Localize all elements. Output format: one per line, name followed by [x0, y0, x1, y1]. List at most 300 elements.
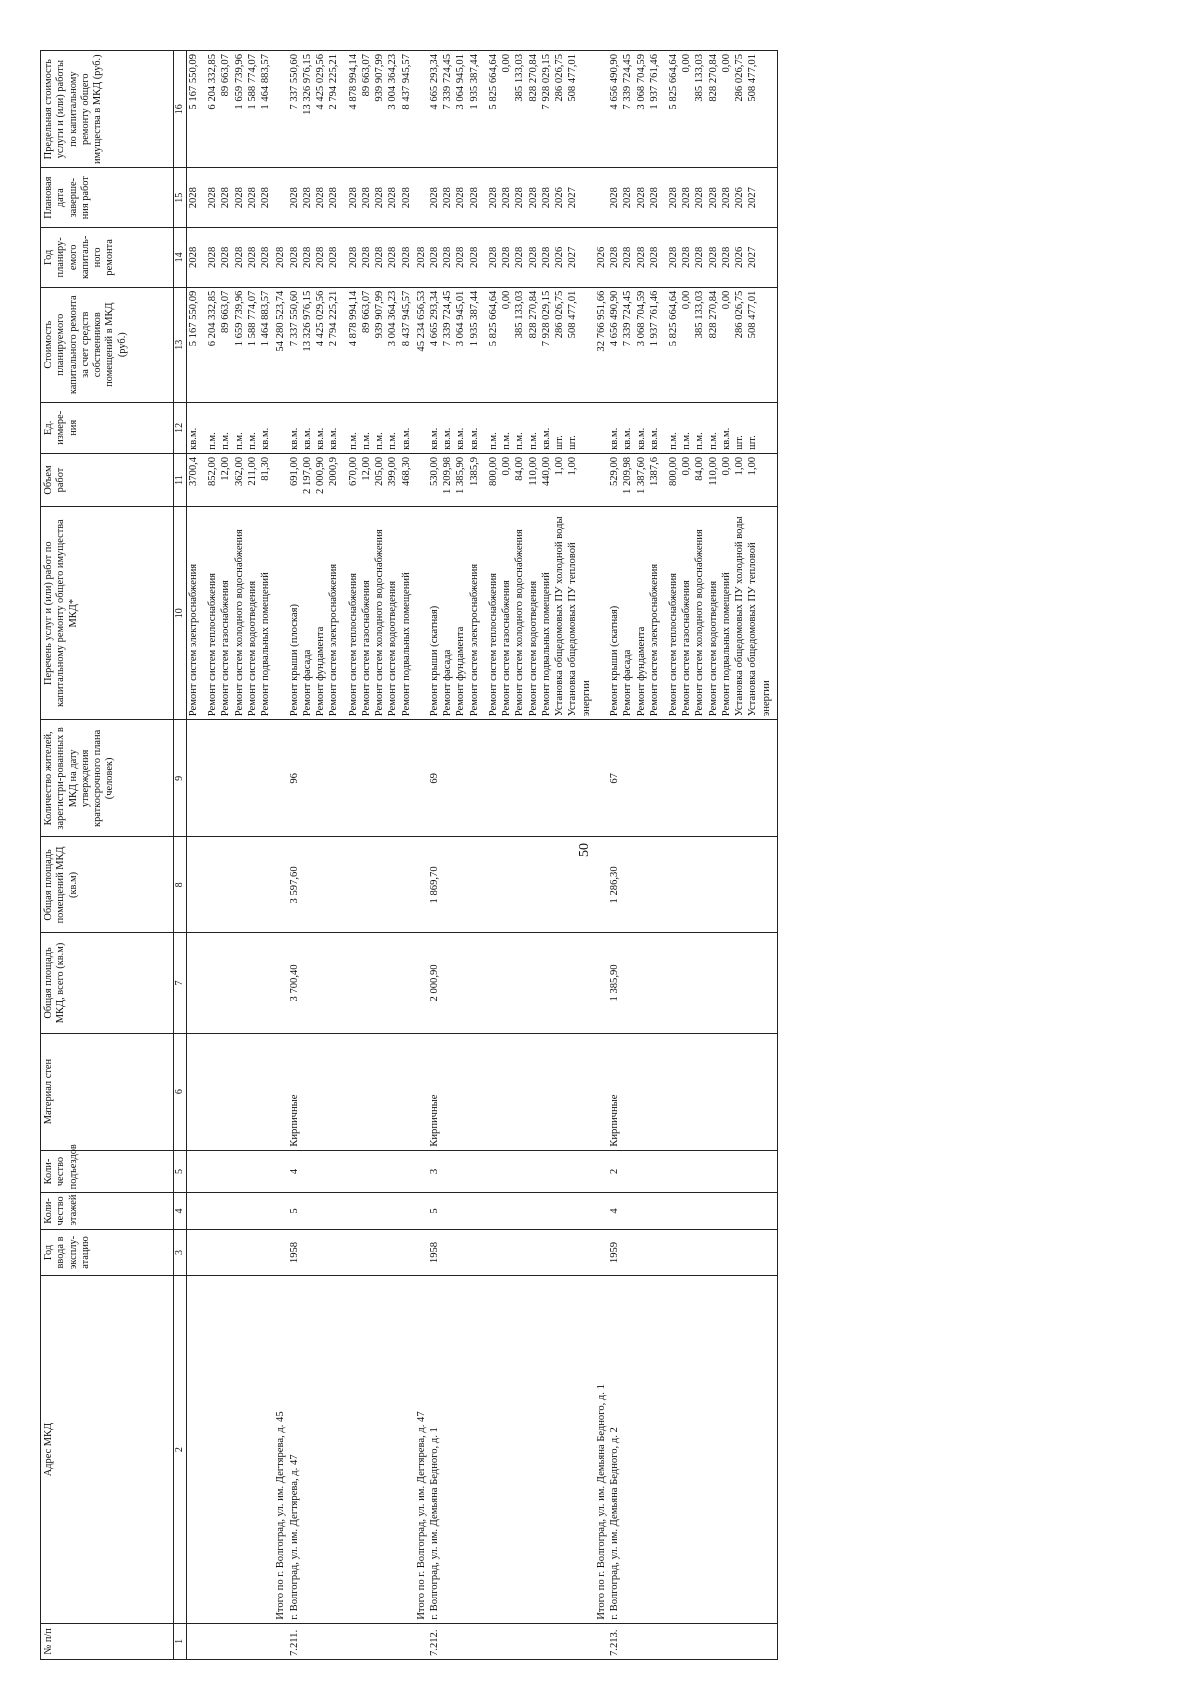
- unit-cell: п.м.: [360, 402, 373, 453]
- address-cell: [621, 1276, 634, 1623]
- address-cell: [513, 1276, 526, 1623]
- unit-cell: [593, 402, 608, 453]
- premises-area-cell: [233, 837, 246, 933]
- entrances-cell: [566, 1150, 592, 1193]
- unit-cell: п.м.: [347, 402, 360, 453]
- year-built-cell: [693, 1229, 706, 1276]
- floors-cell: [187, 1193, 201, 1229]
- max-cost-cell: 0,00: [720, 51, 733, 168]
- address-cell: Итого по г. Волгоград, ул. им. Дегтярева, д. 47: [413, 1276, 428, 1623]
- bottom-border-cell: [773, 228, 778, 288]
- completion-date-cell: 2028: [233, 168, 246, 228]
- table-row: [667, 51, 680, 1660]
- wall-material-cell: [566, 1033, 592, 1150]
- plan-year-cell: 2028: [428, 228, 441, 288]
- residents-cell: [648, 720, 661, 837]
- address-cell: [527, 1276, 540, 1623]
- entrances-cell: [693, 1150, 706, 1193]
- entrances-cell: [468, 1150, 481, 1193]
- bottom-border-cell: [773, 453, 778, 506]
- row-number: [373, 1623, 386, 1659]
- bottom-border-cell: [773, 287, 778, 402]
- address-cell: [468, 1276, 481, 1623]
- wall-material-cell: [233, 1033, 246, 1150]
- entrances-cell: [733, 1150, 746, 1193]
- floors-cell: [347, 1193, 360, 1229]
- year-built-cell: [246, 1229, 259, 1276]
- row-number: [693, 1623, 706, 1659]
- address-cell: [733, 1276, 746, 1623]
- wall-material-cell: [733, 1033, 746, 1150]
- floors-cell: [206, 1193, 219, 1229]
- year-built-cell: [259, 1229, 272, 1276]
- row-number: [301, 1623, 314, 1659]
- residents-cell: [680, 720, 693, 837]
- plan-year-cell: 2028: [648, 228, 661, 288]
- cost-cell: 1 935 387,44: [468, 287, 481, 402]
- year-built-cell: [648, 1229, 661, 1276]
- row-number: [233, 1623, 246, 1659]
- max-cost-cell: 1 659 739,96: [233, 51, 246, 168]
- completion-date-cell: 2028: [187, 168, 201, 228]
- work-volume-cell: 800,00: [667, 453, 680, 506]
- max-cost-cell: 828 270,84: [707, 51, 720, 168]
- row-number: [540, 1623, 553, 1659]
- column-number: 10: [174, 507, 187, 720]
- plan-year-cell: 2028: [259, 228, 272, 288]
- work-volume-cell: 2 197,00: [301, 453, 314, 506]
- cost-cell: 5 825 664,64: [667, 287, 680, 402]
- entrances-cell: [413, 1150, 428, 1193]
- row-number: [441, 1623, 454, 1659]
- work-name-cell: Установка общедомовых ПУ тепловой энергии: [566, 507, 592, 720]
- wall-material-cell: [500, 1033, 513, 1150]
- entrances-cell: [680, 1150, 693, 1193]
- table-row: [720, 51, 733, 1660]
- completion-date-cell: 2027: [746, 168, 772, 228]
- cost-cell: 1 937 761,46: [648, 287, 661, 402]
- max-cost-cell: 1 937 761,46: [648, 51, 661, 168]
- table-row: [500, 51, 513, 1660]
- wall-material-cell: [527, 1033, 540, 1150]
- wall-material-cell: [246, 1033, 259, 1150]
- total-area-cell: [373, 933, 386, 1033]
- work-volume-cell: 399,00: [386, 453, 399, 506]
- work-volume-cell: 440,00: [540, 453, 553, 506]
- work-name-cell: Ремонт систем электроснабжения: [648, 507, 661, 720]
- year-built-cell: [487, 1229, 500, 1276]
- floors-cell: [667, 1193, 680, 1229]
- plan-year-cell: 2027: [746, 228, 772, 288]
- header-cell: Стоимость планируемого капитального ремонта за счет средств собственников помещений в МКД (руб.): [41, 287, 174, 402]
- table-row: [553, 51, 566, 1660]
- header-cell: Плановая дата заверше-ния работ: [41, 168, 174, 228]
- plan-year-cell: 2028: [720, 228, 733, 288]
- unit-cell: кв.м.: [720, 402, 733, 453]
- floors-cell: [487, 1193, 500, 1229]
- max-cost-cell: 5 167 550,09: [187, 51, 201, 168]
- work-volume-cell: 2000,9: [327, 453, 340, 506]
- max-cost-cell: 89 663,07: [219, 51, 232, 168]
- floors-cell: [301, 1193, 314, 1229]
- row-number: [272, 1623, 287, 1659]
- work-name-cell: Ремонт систем водоотведения: [386, 507, 399, 720]
- cost-cell: 5 167 550,09: [187, 287, 201, 402]
- header-cell: Материал стен: [41, 1033, 174, 1150]
- floors-cell: [680, 1193, 693, 1229]
- row-number: [400, 1623, 413, 1659]
- completion-date-cell: 2026: [553, 168, 566, 228]
- work-name-cell: Ремонт подвальных помещений: [400, 507, 413, 720]
- work-name-cell: Ремонт фасада: [301, 507, 314, 720]
- work-volume-cell: 529,00: [608, 453, 621, 506]
- address-cell: [259, 1276, 272, 1623]
- residents-cell: [487, 720, 500, 837]
- total-area-cell: [593, 933, 608, 1033]
- bottom-border-cell: [773, 720, 778, 837]
- total-area-cell: [527, 933, 540, 1033]
- address-cell: [219, 1276, 232, 1623]
- entrances-cell: [259, 1150, 272, 1193]
- wall-material-cell: [413, 1033, 428, 1150]
- wall-material-cell: [272, 1033, 287, 1150]
- premises-area-cell: [360, 837, 373, 933]
- max-cost-cell: 2 794 225,21: [327, 51, 340, 168]
- year-built-cell: [500, 1229, 513, 1276]
- premises-area-cell: [206, 837, 219, 933]
- max-cost-cell: [593, 51, 608, 168]
- floors-cell: [360, 1193, 373, 1229]
- residents-cell: [635, 720, 648, 837]
- plan-year-cell: 2028: [513, 228, 526, 288]
- work-volume-cell: 2 000,90: [314, 453, 327, 506]
- work-name-cell: [413, 507, 428, 720]
- premises-area-cell: [400, 837, 413, 933]
- column-number: 1: [174, 1623, 187, 1659]
- column-number: 8: [174, 837, 187, 933]
- premises-area-cell: [246, 837, 259, 933]
- year-built-cell: [327, 1229, 340, 1276]
- residents-cell: [540, 720, 553, 837]
- address-cell: г. Волгоград, ул. им. Демьяна Бедного, д. 1: [428, 1276, 441, 1623]
- unit-cell: кв.м.: [400, 402, 413, 453]
- work-name-cell: Ремонт систем электроснабжения: [468, 507, 481, 720]
- year-built-cell: [707, 1229, 720, 1276]
- completion-date-cell: 2028: [386, 168, 399, 228]
- completion-date-cell: [593, 168, 608, 228]
- premises-area-cell: [314, 837, 327, 933]
- premises-area-cell: [593, 837, 608, 933]
- premises-area-cell: [373, 837, 386, 933]
- address-cell: [327, 1276, 340, 1623]
- premises-area-cell: [566, 837, 592, 933]
- work-volume-cell: 362,00: [233, 453, 246, 506]
- plan-year-cell: 2028: [621, 228, 634, 288]
- completion-date-cell: 2027: [566, 168, 592, 228]
- year-built-cell: [301, 1229, 314, 1276]
- year-built-cell: [566, 1229, 592, 1276]
- plan-year-cell: 2028: [373, 228, 386, 288]
- work-volume-cell: [413, 453, 428, 506]
- premises-area-cell: [500, 837, 513, 933]
- max-cost-cell: 286 026,75: [553, 51, 566, 168]
- row-number: [219, 1623, 232, 1659]
- cost-cell: 32 766 951,66: [593, 287, 608, 402]
- premises-area-cell: [540, 837, 553, 933]
- floors-cell: [527, 1193, 540, 1229]
- table-row: [327, 51, 340, 1660]
- entrances-cell: [360, 1150, 373, 1193]
- max-cost-cell: 8 437 945,57: [400, 51, 413, 168]
- premises-area-cell: [259, 837, 272, 933]
- table-row: [314, 51, 327, 1660]
- max-cost-cell: 286 026,75: [733, 51, 746, 168]
- total-area-cell: [566, 933, 592, 1033]
- wall-material-cell: [347, 1033, 360, 1150]
- entrances-cell: [206, 1150, 219, 1193]
- floors-cell: 5: [288, 1193, 301, 1229]
- total-area-cell: [386, 933, 399, 1033]
- header-cell: Год планиру-емого капиталь-ного ремонта: [41, 228, 174, 288]
- year-built-cell: [400, 1229, 413, 1276]
- residents-cell: [187, 720, 201, 837]
- building-row: [428, 51, 441, 1660]
- max-cost-cell: 5 825 664,64: [487, 51, 500, 168]
- year-built-cell: [513, 1229, 526, 1276]
- unit-cell: [272, 402, 287, 453]
- max-cost-cell: 3 064 945,01: [454, 51, 467, 168]
- table-row: [566, 51, 592, 1660]
- address-cell: [246, 1276, 259, 1623]
- work-volume-cell: 0,00: [680, 453, 693, 506]
- residents-cell: [513, 720, 526, 837]
- table-row: [373, 51, 386, 1660]
- entrances-cell: [347, 1150, 360, 1193]
- table-row: [746, 51, 772, 1660]
- bottom-border-cell: [773, 1623, 778, 1659]
- total-area-cell: [233, 933, 246, 1033]
- total-area-cell: [454, 933, 467, 1033]
- residents-cell: [400, 720, 413, 837]
- address-cell: г. Волгоград, ул. им. Дегтярева, д. 47: [288, 1276, 301, 1623]
- table-row: [219, 51, 232, 1660]
- table-row: [259, 51, 272, 1660]
- premises-area-cell: [487, 837, 500, 933]
- completion-date-cell: 2026: [733, 168, 746, 228]
- floors-cell: [413, 1193, 428, 1229]
- building-row: [608, 51, 621, 1660]
- wall-material-cell: [593, 1033, 608, 1150]
- completion-date-cell: 2028: [288, 168, 301, 228]
- address-cell: [680, 1276, 693, 1623]
- row-number: [327, 1623, 340, 1659]
- table-row: [468, 51, 481, 1660]
- entrances-cell: [187, 1150, 201, 1193]
- max-cost-cell: 1 588 774,07: [246, 51, 259, 168]
- max-cost-cell: 4 656 490,90: [608, 51, 621, 168]
- total-area-cell: [500, 933, 513, 1033]
- max-cost-cell: 89 663,07: [360, 51, 373, 168]
- table-row: [513, 51, 526, 1660]
- address-cell: [707, 1276, 720, 1623]
- capital-repair-table: [40, 50, 778, 1660]
- row-number: [621, 1623, 634, 1659]
- premises-area-cell: [513, 837, 526, 933]
- table-row: [621, 51, 634, 1660]
- wall-material-cell: [746, 1033, 772, 1150]
- row-number: [667, 1623, 680, 1659]
- plan-year-cell: 2028: [327, 228, 340, 288]
- work-volume-cell: 530,00: [428, 453, 441, 506]
- max-cost-cell: 7 339 724,45: [621, 51, 634, 168]
- plan-year-cell: 2028: [487, 228, 500, 288]
- year-built-cell: [621, 1229, 634, 1276]
- cost-cell: 385 133,03: [693, 287, 706, 402]
- total-area-cell: [187, 933, 201, 1033]
- completion-date-cell: 2028: [608, 168, 621, 228]
- year-built-cell: [733, 1229, 746, 1276]
- header-row: [41, 51, 174, 1660]
- unit-cell: [413, 402, 428, 453]
- completion-date-cell: 2028: [468, 168, 481, 228]
- max-cost-cell: 4 665 293,34: [428, 51, 441, 168]
- work-name-cell: Ремонт систем холодного водоснабжения: [233, 507, 246, 720]
- work-name-cell: Ремонт систем электроснабжения: [327, 507, 340, 720]
- address-cell: [635, 1276, 648, 1623]
- year-built-cell: [527, 1229, 540, 1276]
- residents-cell: [219, 720, 232, 837]
- unit-cell: шт.: [553, 402, 566, 453]
- address-cell: Итого по г. Волгоград, ул. им. Демьяна Бедного, д. 1: [593, 1276, 608, 1623]
- floors-cell: [707, 1193, 720, 1229]
- max-cost-cell: 3 068 704,59: [635, 51, 648, 168]
- residents-cell: [386, 720, 399, 837]
- row-number: [360, 1623, 373, 1659]
- residents-cell: [733, 720, 746, 837]
- unit-cell: кв.м.: [428, 402, 441, 453]
- wall-material-cell: [206, 1033, 219, 1150]
- year-built-cell: [314, 1229, 327, 1276]
- max-cost-cell: 13 326 976,15: [301, 51, 314, 168]
- premises-area-cell: [693, 837, 706, 933]
- row-number: [553, 1623, 566, 1659]
- max-cost-cell: 7 339 724,45: [441, 51, 454, 168]
- work-volume-cell: 670,00: [347, 453, 360, 506]
- completion-date-cell: 2028: [527, 168, 540, 228]
- work-name-cell: Установка общедомовых ПУ холодной воды: [553, 507, 566, 720]
- work-name-cell: Ремонт крыши (скатная): [428, 507, 441, 720]
- entrances-cell: [246, 1150, 259, 1193]
- cost-cell: 1 588 774,07: [246, 287, 259, 402]
- row-number: [487, 1623, 500, 1659]
- max-cost-cell: 7 337 550,60: [288, 51, 301, 168]
- bottom-border-cell: [773, 1276, 778, 1623]
- wall-material-cell: Кирпичные: [428, 1033, 441, 1150]
- floors-cell: [553, 1193, 566, 1229]
- row-number: 7.212.: [428, 1623, 441, 1659]
- residents-cell: 69: [428, 720, 441, 837]
- unit-cell: кв.м.: [259, 402, 272, 453]
- work-name-cell: Ремонт систем теплоснабжения: [667, 507, 680, 720]
- address-cell: [746, 1276, 772, 1623]
- unit-cell: п.м.: [246, 402, 259, 453]
- unit-cell: п.м.: [667, 402, 680, 453]
- unit-cell: кв.м.: [288, 402, 301, 453]
- unit-cell: кв.м.: [608, 402, 621, 453]
- total-area-cell: [487, 933, 500, 1033]
- address-cell: [373, 1276, 386, 1623]
- work-name-cell: Ремонт систем газоснабжения: [360, 507, 373, 720]
- plan-year-cell: 2028: [246, 228, 259, 288]
- address-cell: [233, 1276, 246, 1623]
- plan-year-cell: 2028: [360, 228, 373, 288]
- floors-cell: [441, 1193, 454, 1229]
- premises-area-cell: 1 869,70: [428, 837, 441, 933]
- table-row: [635, 51, 648, 1660]
- work-name-cell: Ремонт систем водоотведения: [707, 507, 720, 720]
- year-built-cell: [593, 1229, 608, 1276]
- work-name-cell: Ремонт систем теплоснабжения: [487, 507, 500, 720]
- plan-year-cell: 2028: [707, 228, 720, 288]
- total-area-cell: [272, 933, 287, 1033]
- row-number: [314, 1623, 327, 1659]
- entrances-cell: [301, 1150, 314, 1193]
- row-number: [593, 1623, 608, 1659]
- max-cost-cell: 828 270,84: [527, 51, 540, 168]
- max-cost-cell: 0,00: [500, 51, 513, 168]
- completion-date-cell: 2028: [648, 168, 661, 228]
- premises-area-cell: [327, 837, 340, 933]
- cost-cell: 3 064 945,01: [454, 287, 467, 402]
- row-number: [566, 1623, 592, 1659]
- floors-cell: [693, 1193, 706, 1229]
- cost-cell: 3 068 704,59: [635, 287, 648, 402]
- premises-area-cell: 1 286,30: [608, 837, 621, 933]
- premises-area-cell: [468, 837, 481, 933]
- work-name-cell: Ремонт систем водоотведения: [246, 507, 259, 720]
- residents-cell: [527, 720, 540, 837]
- floors-cell: [720, 1193, 733, 1229]
- entrances-cell: 3: [428, 1150, 441, 1193]
- completion-date-cell: 2028: [454, 168, 467, 228]
- year-built-cell: 1959: [608, 1229, 621, 1276]
- residents-cell: 96: [288, 720, 301, 837]
- wall-material-cell: [648, 1033, 661, 1150]
- residents-cell: [373, 720, 386, 837]
- completion-date-cell: 2028: [206, 168, 219, 228]
- year-built-cell: [441, 1229, 454, 1276]
- address-cell: [667, 1276, 680, 1623]
- unit-cell: шт.: [733, 402, 746, 453]
- wall-material-cell: [693, 1033, 706, 1150]
- max-cost-cell: 508 477,01: [746, 51, 772, 168]
- entrances-cell: [635, 1150, 648, 1193]
- total-area-cell: [360, 933, 373, 1033]
- wall-material-cell: [468, 1033, 481, 1150]
- wall-material-cell: [259, 1033, 272, 1150]
- row-number: [733, 1623, 746, 1659]
- unit-cell: п.м.: [233, 402, 246, 453]
- address-cell: Итого по г. Волгоград, ул. им. Дегтярева, д. 45: [272, 1276, 287, 1623]
- address-cell: [347, 1276, 360, 1623]
- header-cell: Адрес МКД: [41, 1276, 174, 1623]
- work-name-cell: Установка общедомовых ПУ тепловой энергии: [746, 507, 772, 720]
- total-area-cell: 3 700,40: [288, 933, 301, 1033]
- work-volume-cell: 691,00: [288, 453, 301, 506]
- entrances-cell: [233, 1150, 246, 1193]
- floors-cell: [272, 1193, 287, 1229]
- floors-cell: [314, 1193, 327, 1229]
